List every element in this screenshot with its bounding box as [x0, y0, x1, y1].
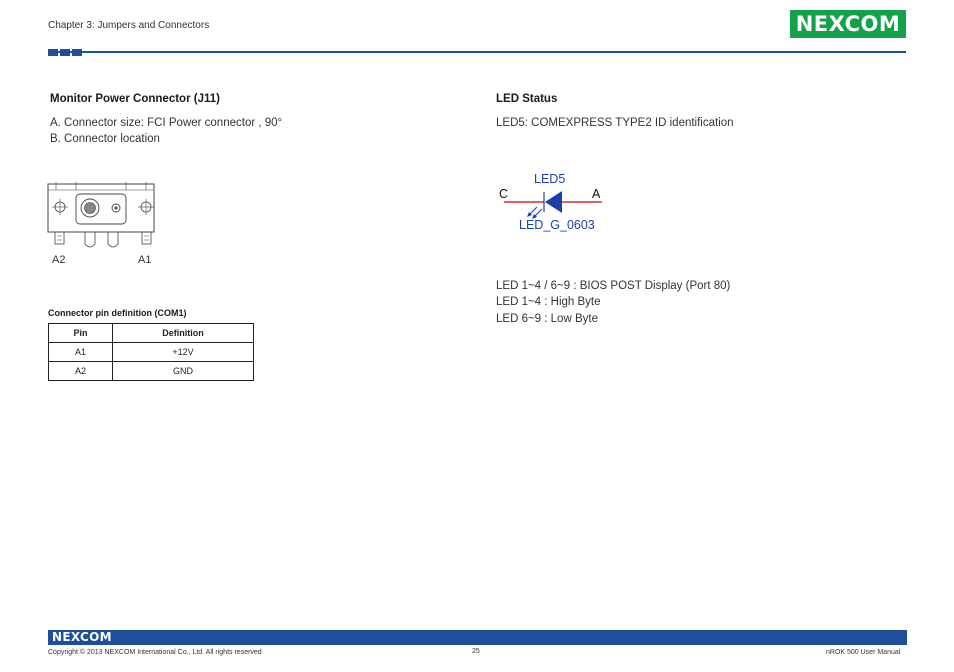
logo-text: NEXCOM	[795, 12, 901, 36]
pin-label-a1: A1	[138, 254, 152, 266]
cell-definition: GND	[113, 362, 254, 381]
led-line-1: LED 1~4 / 6~9 : BIOS POST Display (Port 80)	[496, 280, 731, 292]
led-symbol	[498, 186, 608, 220]
manual-name: nROK 500 User Manual	[826, 649, 901, 656]
led-line-2: LED 1~4 : High Byte	[496, 296, 601, 308]
table-header-row	[49, 324, 254, 343]
anode-label: A	[592, 187, 601, 201]
copyright-text: Copyright © 2013 NEXCOM International Co., Ltd. All rights reserved	[48, 649, 262, 656]
table-title: Connector pin definition (COM1)	[48, 308, 187, 318]
connector-size-text: A. Connector size: FCI Power connector , 90°	[50, 117, 283, 129]
table-row	[49, 362, 254, 381]
header-square	[48, 49, 58, 56]
section-title-j11: Monitor Power Connector (J11)	[50, 93, 220, 105]
header-square	[72, 49, 82, 56]
chapter-title: Chapter 3: Jumpers and Connectors	[48, 20, 210, 31]
footer-bar	[48, 630, 907, 645]
table-row	[49, 343, 254, 362]
pin-label-a2: A2	[52, 254, 66, 266]
footer-logo: NEXCOM	[52, 630, 112, 644]
cathode-label: C	[499, 187, 509, 201]
header-pin: Pin	[49, 324, 113, 343]
cell-pin: A1	[49, 343, 113, 362]
section-title-led: LED Status	[496, 93, 558, 105]
cell-definition: +12V	[113, 343, 254, 362]
connector-diagram	[46, 180, 158, 250]
pin-definition-table	[48, 323, 254, 381]
led-line-3: LED 6~9 : Low Byte	[496, 313, 598, 325]
header-rule	[48, 51, 906, 53]
led-ref-label: LED5	[534, 172, 566, 186]
led-part-label: LED_G_0603	[519, 218, 595, 232]
connector-location-text: B. Connector location	[50, 133, 160, 145]
header-square	[60, 49, 70, 56]
cell-pin: A2	[49, 362, 113, 381]
led5-description: LED5: COMEXPRESS TYPE2 ID identification	[496, 117, 734, 129]
page-number: 25	[472, 648, 480, 655]
header-definition: Definition	[113, 324, 254, 343]
nexcom-logo	[790, 10, 906, 38]
